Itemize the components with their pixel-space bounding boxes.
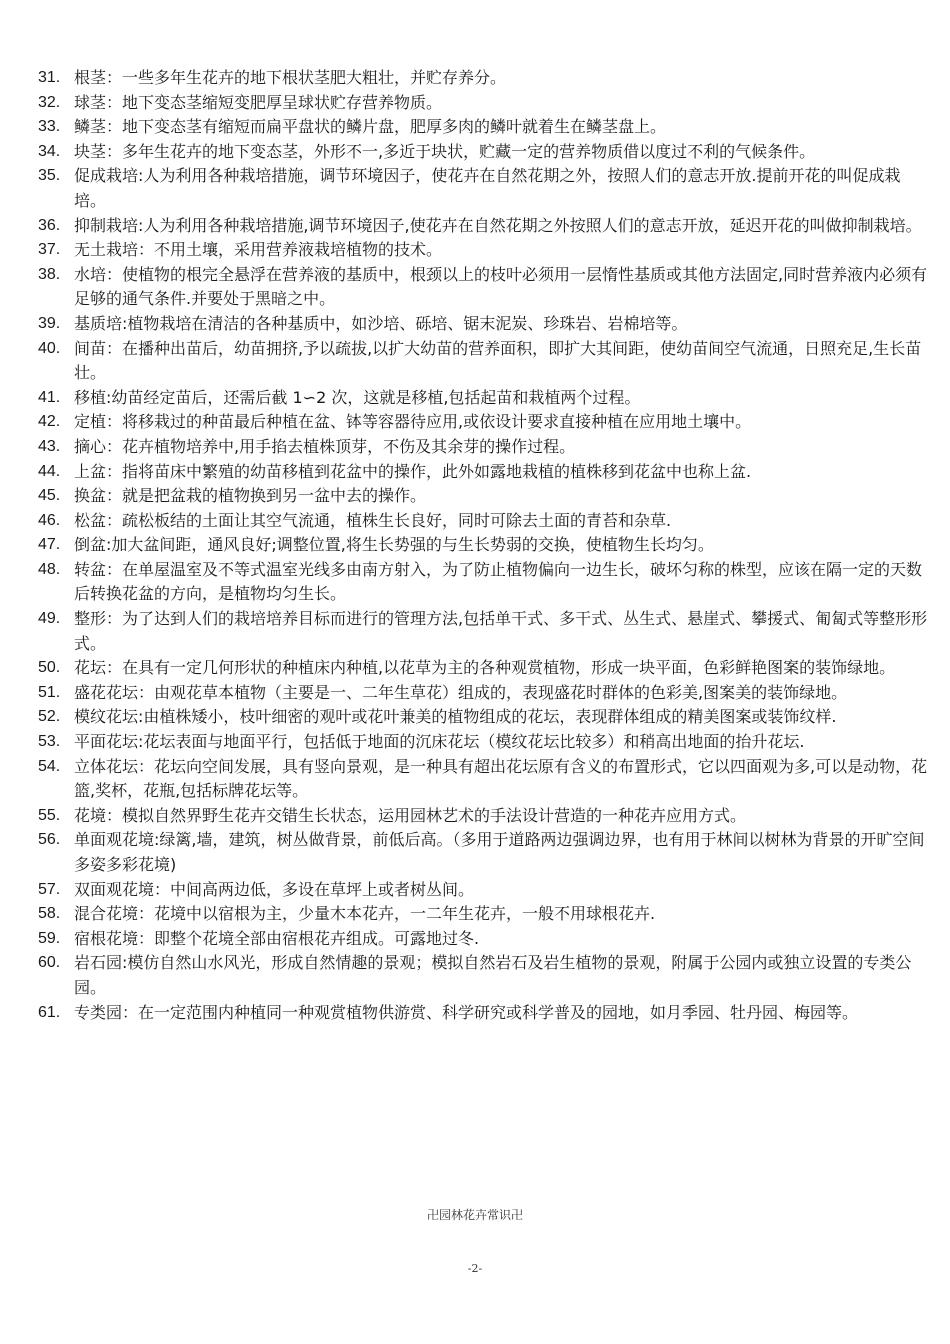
item-number: 51. <box>38 683 61 701</box>
item-text: 立体花坛：花坛向空间发展，具有竖向景观，是一种具有超出花坛原有含义的布置形式，它以四面观为多,可以是动物，花篮,奖杯，花瓶,包括标牌花坛等。 <box>74 756 928 801</box>
list-item <box>0 705 950 730</box>
item-number: 61. <box>38 1003 61 1021</box>
item-text: 移植:幼苗经定苗后，还需后截 1∽2 次，这就是移植,包括起苗和栽植两个过程。 <box>74 387 641 407</box>
item-text: 岩石园:模仿自然山水风光，形成自然情趣的景观；模拟自然岩石及岩生植物的景观，附属于公园内或独立设置的专类公园。 <box>74 953 912 997</box>
list-item <box>0 927 950 952</box>
item-text: 换盆：就是把盆栽的植物换到另一盆中去的操作。 <box>74 486 427 506</box>
list-item <box>0 91 950 116</box>
item-text: 根茎：一些多年生花卉的地下根状茎肥大粗壮，并贮存养分。 <box>74 68 507 87</box>
item-number: 49. <box>38 610 61 628</box>
list-item <box>0 533 950 558</box>
list-item <box>0 656 950 681</box>
item-number: 31. <box>38 69 61 86</box>
item-text: 模纹花坛:由植株矮小，枝叶细密的观叶或花叶兼美的植物组成的花坛，表现群体组成的精美图案或装饰纹样. <box>74 707 837 727</box>
footer-title: 卍园林花卉常识卍 <box>426 1208 523 1222</box>
item-text: 混合花境：花境中以宿根为主，少量木本花卉，一二年生花卉，一般不用球根花卉. <box>74 904 656 924</box>
item-text: 花坛：在具有一定几何形状的种植床内种植,以花草为主的各种观赏植物，形成一块平面，色彩鲜艳图案的装饰绿地。 <box>74 658 896 678</box>
item-text: 单面观花境:绿篱,墙，建筑，树丛做背景，前低后高。（多用于道路两边强调边界，也有用于林间以树林为背景的开旷空间多姿多彩花境) <box>74 830 925 874</box>
list-item <box>0 164 950 213</box>
item-number: 38. <box>38 265 61 283</box>
list-item <box>0 902 950 927</box>
item-text: 盛花花坛：由观花草本植物（主要是一、二年生草花）组成的，表现盛花时群体的色彩美,图案美的装饰绿地。 <box>74 682 848 702</box>
item-number: 46. <box>38 511 61 529</box>
item-number: 35. <box>38 167 61 185</box>
item-number: 33. <box>38 118 61 136</box>
list-item <box>0 115 950 140</box>
item-number: 48. <box>38 560 61 578</box>
item-number: 53. <box>38 733 61 751</box>
item-text: 倒盆:加大盆间距，通风良好;调整位置,将生长势强的与生长势弱的交换，使植物生长均匀。 <box>74 535 714 555</box>
list-item <box>0 263 950 312</box>
item-text: 上盆：指将苗床中繁殖的幼苗移植到花盆中的操作，此外如露地栽植的植株移到花盆中也称上盆. <box>74 461 752 481</box>
list-item <box>0 140 950 165</box>
item-number: 59. <box>38 929 61 947</box>
list-item <box>0 386 950 411</box>
item-text: 无土栽培：不用土壤，采用营养液栽培植物的技术。 <box>74 240 443 260</box>
list-item <box>0 558 950 607</box>
item-text: 平面花坛:花坛表面与地面平行，包括低于地面的沉床花坛（模纹花坛比较多）和稍高出地面的抬升花坛. <box>74 732 805 752</box>
item-text: 球茎：地下变态茎缩短变肥厚呈球状贮存营养物质。 <box>74 92 443 112</box>
item-number: 57. <box>38 880 61 898</box>
list-item <box>0 681 950 706</box>
item-text: 花境：模拟自然界野生花卉交错生长状态，运用园林艺术的手法设计营造的一种花卉应用方式。 <box>74 805 747 825</box>
list-item <box>0 460 950 485</box>
item-number: 44. <box>38 462 61 480</box>
item-text: 间苗：在播种出苗后，幼苗拥挤,予以疏拔,以扩大幼苗的营养面积，即扩大其间距，使幼苗间空气流通，日照充足,生长苗壮。 <box>74 338 922 383</box>
item-number: 37. <box>38 241 61 259</box>
item-text: 转盆：在单屋温室及不等式温室光线多由南方射入，为了防止植物偏向一边生长，破坏匀称的株型，应该在隔一定的天数后转换花盆的方向，是植物均匀生长。 <box>74 559 923 604</box>
item-number: 34. <box>38 142 61 160</box>
item-text: 整形：为了达到人们的栽培培养目标而进行的管理方法,包括单干式、多干式、丛生式、悬崖式、攀援式、匍匐式等整形形式。 <box>74 609 928 653</box>
list-item <box>0 66 950 91</box>
item-number: 56. <box>38 831 61 849</box>
list-item <box>0 312 950 337</box>
list-item <box>0 337 950 386</box>
item-number: 60. <box>38 954 61 972</box>
item-text: 鳞茎：地下变态茎有缩短而扁平盘状的鳞片盘，肥厚多肉的鳞叶就着生在鳞茎盘上。 <box>74 117 667 137</box>
item-number: 42. <box>38 413 61 431</box>
list-item <box>0 730 950 755</box>
item-text: 双面观花境：中间高两边低，多设在草坪上或者树丛间。 <box>74 879 475 899</box>
item-text: 基质培:植物栽培在清洁的各种基质中，如沙培、砾培、锯末泥炭、珍珠岩、岩棉培等。 <box>74 313 688 333</box>
item-text: 专类园：在一定范围内种植同一种观赏植物供游赏、科学研究或科学普及的园地，如月季园、牡丹园、梅园等。 <box>74 1002 859 1022</box>
list-item <box>0 804 950 829</box>
item-number: 40. <box>38 339 61 357</box>
item-text: 水培：使植物的根完全悬浮在营养液的基质中，根颈以上的枝叶必须用一层惰性基质或其他方法固定,同时营养液内必须有足够的通气条件.并要处于黑暗之中。 <box>74 264 928 309</box>
list-item <box>0 755 950 804</box>
list-item <box>0 509 950 534</box>
list-item <box>0 607 950 656</box>
item-text: 定植：将移栽过的种苗最后种植在盆、钵等容器待应用,或依设计要求直接种植在应用地土壤中。 <box>74 412 752 432</box>
item-text: 摘心：花卉植物培养中,用手掐去植株顶芽，不伤及其余芽的操作过程。 <box>74 436 576 456</box>
item-text: 块茎：多年生花卉的地下变态茎，外形不一,多近于块状，贮藏一定的营养物质借以度过不利的气候条件。 <box>74 141 816 161</box>
item-number: 50. <box>38 659 61 677</box>
list-item <box>0 238 950 263</box>
item-text: 促成栽培:人为利用各种栽培措施，调节环境因子，使花卉在自然花期之外，按照人们的意志开放.提前开花的叫促成栽培。 <box>74 166 901 210</box>
list-item <box>0 214 950 239</box>
item-number: 54. <box>38 757 61 775</box>
term-list <box>0 66 950 1025</box>
list-item <box>0 484 950 509</box>
list-item <box>0 828 950 877</box>
item-number: 47. <box>38 536 61 554</box>
item-number: 41. <box>38 388 61 406</box>
item-text: 抑制栽培:人为利用各种栽培措施,调节环境因子,使花卉在自然花期之外按照人们的意志开放，延迟开花的叫做抑制栽培。 <box>74 215 922 235</box>
item-text: 松盆：疏松板结的土面让其空气流通，植株生长良好，同时可除去土面的青苔和杂草. <box>74 510 672 530</box>
item-number: 52. <box>38 708 61 726</box>
item-number: 39. <box>38 314 61 332</box>
page-number: -2- <box>467 1262 483 1275</box>
item-number: 36. <box>38 216 61 234</box>
list-item <box>0 951 950 1000</box>
item-number: 45. <box>38 487 61 505</box>
list-item <box>0 435 950 460</box>
item-number: 58. <box>38 905 61 923</box>
item-text: 宿根花境：即整个花境全部由宿根花卉组成。可露地过冬. <box>74 928 480 948</box>
item-number: 32. <box>38 93 61 111</box>
list-item <box>0 878 950 903</box>
item-number: 43. <box>38 437 61 455</box>
list-item <box>0 1001 950 1026</box>
item-number: 55. <box>38 806 61 824</box>
list-item <box>0 410 950 435</box>
